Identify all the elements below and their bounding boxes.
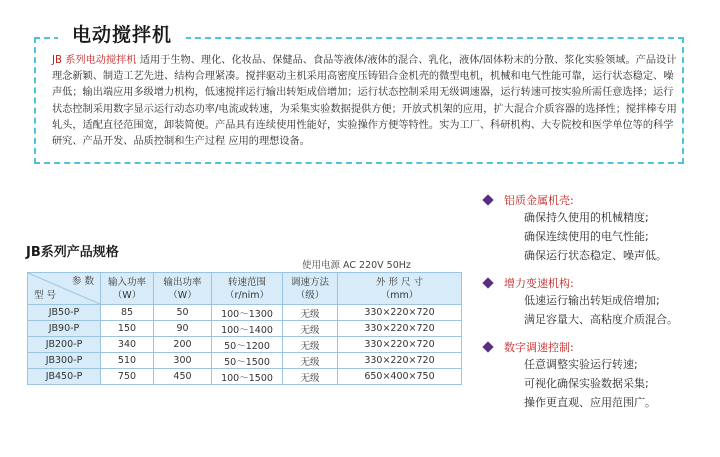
feature-line: 可视化确保实验数据采集; — [524, 377, 649, 390]
feature-line: 确保持久使用的机械精度; — [524, 211, 649, 224]
input-power-cell: 750 — [101, 369, 154, 385]
model-cell: JB50-P — [28, 305, 101, 321]
dimensions-cell: 330×220×720 — [338, 337, 462, 353]
corner-param-label: 参 数 — [71, 276, 94, 287]
column-header-name: 输出功率 — [163, 276, 202, 288]
speed-range-cell: 100～1300 — [212, 305, 283, 321]
feature-line: 确保连续使用的电气性能; — [524, 230, 649, 243]
spec-table — [27, 272, 462, 385]
speed-control-cell: 无级 — [283, 353, 338, 369]
power-supply-note — [302, 257, 411, 271]
page-title: 电动搅拌机 — [58, 20, 186, 47]
input-power-cell: 340 — [101, 337, 154, 353]
input-power-cell: 510 — [101, 353, 154, 369]
corner-model-label: 型 号 — [34, 290, 57, 301]
dimensions-cell: 330×220×720 — [338, 305, 462, 321]
spec-corner-cell — [28, 273, 101, 305]
column-header-name: 输入功率 — [107, 276, 146, 288]
dimensions-cell: 650×400×750 — [338, 369, 462, 385]
speed-control-cell: 无级 — [283, 321, 338, 337]
feature-line: 满足容量大、高粘度介质混合。 — [524, 313, 678, 326]
power-supply-value: AC 220V 50Hz — [343, 260, 411, 271]
model-cell: JB450-P — [28, 369, 101, 385]
feature-digital-control — [478, 339, 714, 412]
feature-line: 低速运行输出转矩成倍增加; — [524, 294, 660, 307]
speed-range-cell: 100～1500 — [212, 369, 283, 385]
column-header-unit: （mm） — [380, 289, 419, 301]
output-power-cell: 50 — [154, 305, 212, 321]
table-row — [28, 353, 462, 369]
column-header-unit: （r/nim） — [224, 289, 270, 301]
model-cell: JB300-P — [28, 353, 101, 369]
model-cell: JB90-P — [28, 321, 101, 337]
output-power-cell: 90 — [154, 321, 212, 337]
dimensions-cell: 330×220×720 — [338, 321, 462, 337]
output-power-cell: 200 — [154, 337, 212, 353]
column-header — [154, 273, 212, 305]
input-power-cell: 150 — [101, 321, 154, 337]
feature-housing — [478, 192, 714, 265]
power-supply-label: 使用电源 — [302, 260, 341, 271]
speed-control-cell: 无级 — [283, 337, 338, 353]
feature-line: 操作更直观、应用范围广。 — [524, 396, 656, 409]
model-cell: JB200-P — [28, 337, 101, 353]
feature-line: 确保运行状态稳定、噪声低。 — [524, 249, 667, 262]
column-header-name: 转速范围 — [227, 276, 266, 288]
feature-title: 铝质金属机壳: — [504, 194, 574, 207]
output-power-cell: 450 — [154, 369, 212, 385]
column-header — [338, 273, 462, 305]
dimensions-cell: 330×220×720 — [338, 353, 462, 369]
column-header-unit: （W） — [112, 289, 142, 301]
intro-body: 适用于生物、理化、化妆品、保健品、食品等液体/液体的混合、乳化，液体/固体粉末的分散、浆化实验领域。产品设计理念新颖、制造工艺先进、结构合理紧凑。搅拌驱动主机采用高密度压铸铝合金机壳的微型电机，机械和电气性能可靠，运行状态稳定、噪声低；输出端应用多级增力机构，低速搅拌运行输出转矩成倍增加；运行状态控制采用无级调速器，运行转速可按实验所需任意选择；运行状态控制采用数字显示运行动态功率/电流或转速，为采集实验数据提供方便；开放式机架的应用，扩大混合介质容器的选择性；搅拌棒专用轧头，适配直径范围宽，卸装简便。产品具有连续使用性能好，实验操作方便等特性。实为工厂、科研机构、大专院校和医学单位等的科学研究、产品开发、品质控制和生产过程 应用的理想设备。 — [52, 55, 677, 148]
speed-control-cell: 无级 — [283, 305, 338, 321]
spec-table-title: JB系列产品规格 — [26, 245, 119, 260]
table-row — [28, 321, 462, 337]
feature-title: 增力变速机构: — [504, 277, 574, 290]
table-row — [28, 337, 462, 353]
intro-lead: JB 系列电动搅拌机 — [52, 55, 137, 66]
speed-range-cell: 50～1200 — [212, 337, 283, 353]
feature-gearbox — [478, 275, 714, 329]
table-row — [28, 369, 462, 385]
column-header — [101, 273, 154, 305]
intro-paragraph — [52, 53, 680, 150]
column-header-unit: （W） — [168, 289, 197, 301]
column-header-name: 外 形 尺 寸 — [375, 276, 424, 288]
feature-title: 数字调速控制: — [504, 341, 574, 354]
diamond-icon — [482, 341, 493, 352]
output-power-cell: 300 — [154, 353, 212, 369]
speed-control-cell: 无级 — [283, 369, 338, 385]
diamond-icon — [482, 277, 493, 288]
features-list — [478, 192, 714, 422]
speed-range-cell: 50～1500 — [212, 353, 283, 369]
diamond-icon — [482, 194, 493, 205]
input-power-cell: 85 — [101, 305, 154, 321]
feature-line: 任意调整实验运行转速; — [524, 358, 638, 371]
speed-range-cell: 100～1400 — [212, 321, 283, 337]
column-header — [212, 273, 283, 305]
spec-header-row — [28, 273, 462, 305]
column-header — [283, 273, 338, 305]
column-header-unit: （级） — [295, 289, 325, 301]
table-row — [28, 305, 462, 321]
column-header-name: 调速方法 — [290, 276, 329, 288]
